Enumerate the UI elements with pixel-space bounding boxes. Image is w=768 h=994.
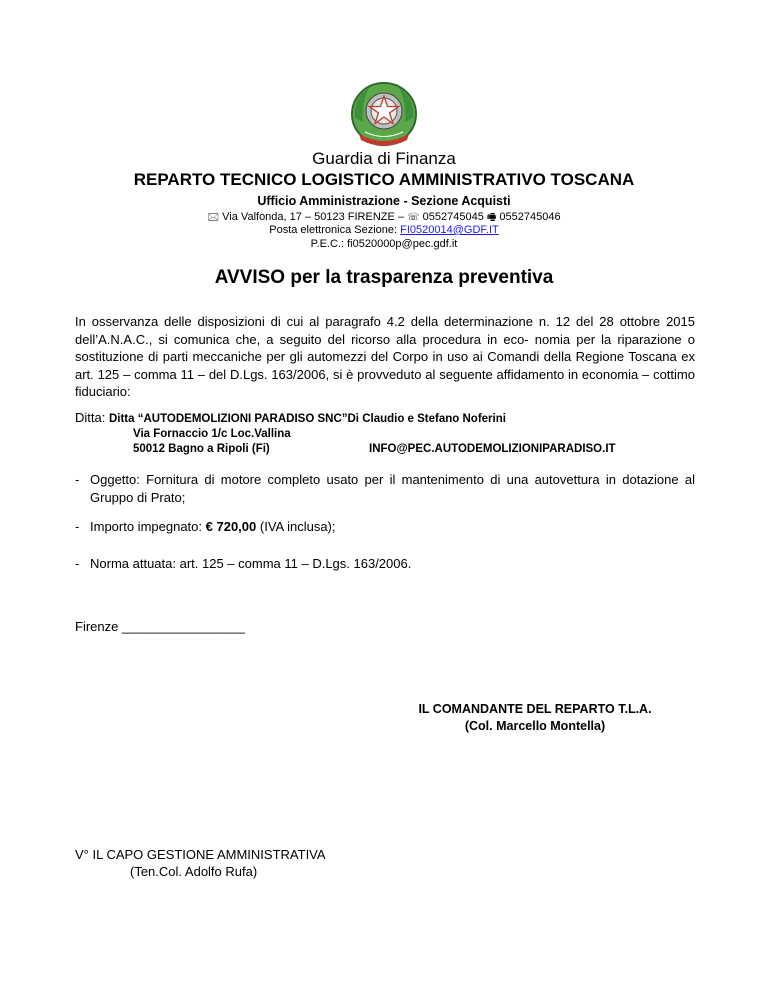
email-link[interactable]: FI0520014@GDF.IT	[400, 224, 499, 236]
intro-line: è provveduto al seguente affidamento in economia – cottimo fiduciario:	[75, 366, 695, 400]
visto-name: (Ten.Col. Adolfo Rufa)	[130, 864, 258, 879]
intro-paragraph	[75, 313, 695, 401]
address: Via Valfonda, 17 – 50123 FIRENZE –	[222, 211, 404, 223]
importo-label: Importo impegnato:	[90, 519, 203, 534]
intro-line: uso ai Comandi della Regione Toscana ex art. 125 – comma 11 – del D.Lgs. 163/2006, si	[75, 349, 695, 382]
visto-role: V° IL CAPO GESTIONE AMMINISTRATIVA	[75, 847, 326, 862]
dash-bullet: -	[75, 519, 80, 534]
phone-icon: ☏	[407, 212, 420, 223]
supplier-street: Via Fornaccio 1/c Loc.Vallina	[133, 428, 291, 440]
organization-name: Guardia di Finanza	[312, 149, 456, 168]
list-item-oggetto	[75, 471, 695, 506]
list-item-norma	[75, 555, 695, 573]
pec-address: P.E.C.: fi0520000p@pec.gdf.it	[310, 238, 458, 250]
dash-bullet: -	[75, 472, 80, 487]
supplier-city: 50012 Bagno a Ripoli (Fi)	[133, 443, 270, 455]
place-date-line: Firenze _________________	[75, 619, 245, 634]
envelope-icon: 🖂	[207, 212, 220, 223]
signature-name: (Col. Marcello Montella)	[464, 719, 606, 733]
intro-line: ottobre 2015 dell’A.N.A.C., si comunica che, a seguito del ricorso alla procedura in eco-	[75, 314, 695, 347]
email-label: Posta elettronica Sezione:	[269, 224, 398, 236]
department-name: REPARTO TECNICO LOGISTICO AMMINISTRATIVO TOSCANA	[133, 170, 635, 189]
dash-bullet: -	[75, 556, 80, 571]
office-name: Ufficio Amministrazione - Sezione Acquisti	[257, 194, 511, 208]
importo-line	[90, 518, 695, 536]
email-line	[0, 224, 768, 236]
signature-role: IL COMANDANTE DEL REPARTO T.L.A.	[418, 702, 652, 716]
republic-emblem-icon	[345, 78, 423, 150]
list-item-importo	[75, 518, 695, 536]
intro-line: nomia per la riparazione o sostituzione di parti meccaniche per gli automezzi del Corpo in	[75, 331, 695, 365]
norma-text: Norma attuata: art. 125 – comma 11 – D.Lgs. 163/2006.	[90, 556, 412, 571]
supplier-name: Ditta “AUTODEMOLIZIONI PARADISO SNC”Di Claudio e Stefano Noferini	[108, 413, 506, 425]
supplier-line	[75, 410, 506, 425]
supplier-label: Ditta:	[75, 410, 106, 425]
fax-icon: 🖷	[486, 212, 497, 223]
document-title: AVVISO per la trasparenza preventiva	[214, 267, 554, 288]
supplier-pec: INFO@PEC.AUTODEMOLIZIONIPARADISO.IT	[369, 443, 616, 455]
intro-line: In osservanza delle disposizioni di cui al paragrafo 4.2 della determinazione n. 12 del 28	[75, 314, 614, 329]
importo-value: € 720,00	[205, 519, 257, 534]
importo-suffix: (IVA inclusa);	[259, 519, 336, 534]
fax-number: 0552745046	[499, 211, 561, 223]
oggetto-text: Oggetto: Fornitura di motore completo usato per il mantenimento di una autovettura in dotazione al Gruppo di Prato;	[90, 472, 695, 505]
phone-number: 0552745045	[422, 211, 484, 223]
